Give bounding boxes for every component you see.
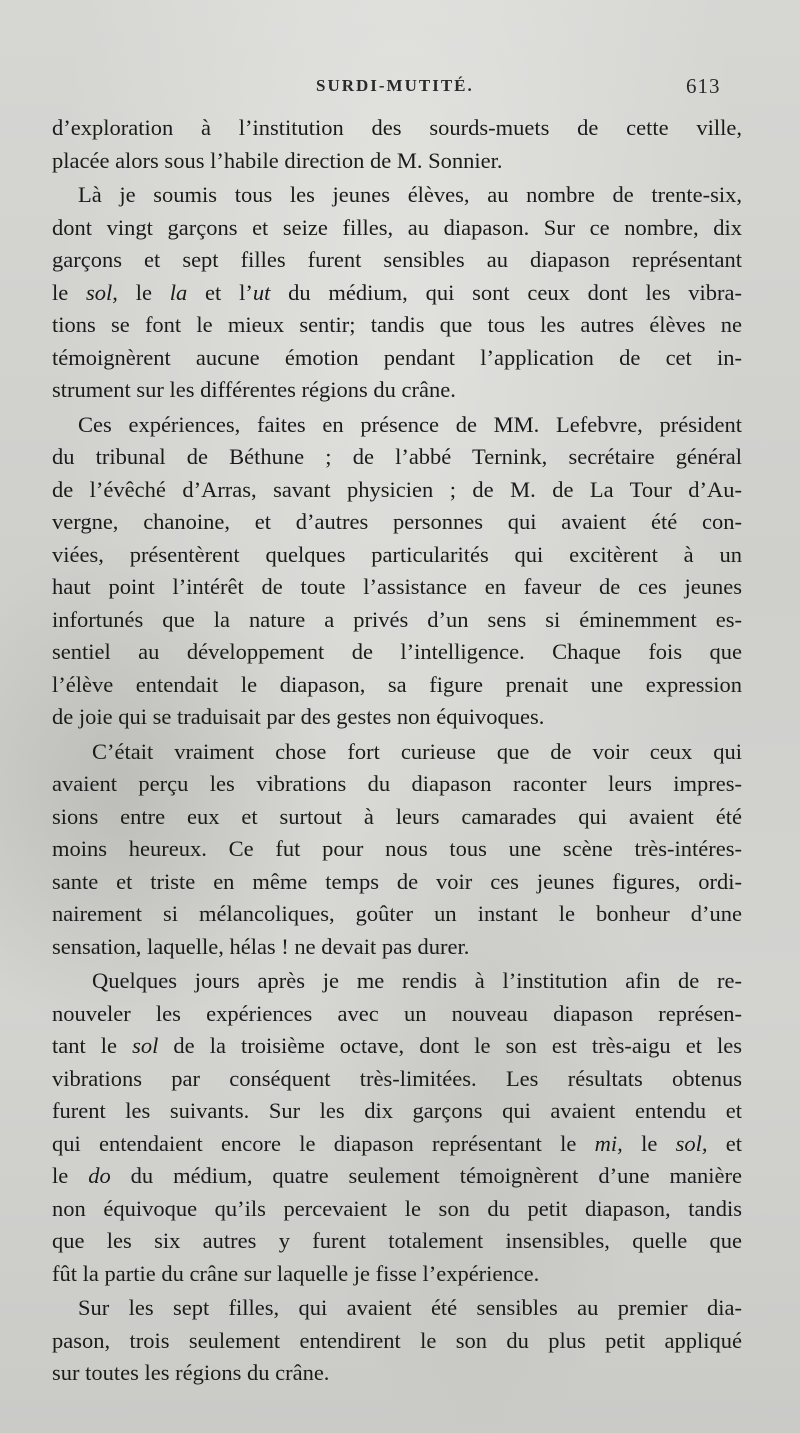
text-run: le xyxy=(622,1130,676,1156)
paragraph xyxy=(52,112,742,177)
text-run: qui entendaient encore le diapason représentant le xyxy=(52,1130,595,1156)
italic-text-run: la xyxy=(169,279,188,305)
text-line: fût la partie du crâne sur laquelle je fisse l’expérience. xyxy=(52,1260,540,1286)
text-line xyxy=(52,277,742,310)
text-run: le xyxy=(117,279,170,305)
text-line: du tribunal de Béthune ; de l’abbé Ternink, secrétaire général xyxy=(52,444,742,469)
text-line: placée alors sous l’habile direction de M. Sonnier. xyxy=(52,147,503,173)
text-line: vibrations par conséquent très-limitées. Les résultats obtenus xyxy=(52,1065,742,1091)
text-line: Quelques jours après je me rendis à l’institution afin de re- xyxy=(92,968,742,993)
text-line: C’était vraiment chose fort curieuse que de voir ceux qui xyxy=(92,738,742,764)
text-line: Sur les sept filles, qui avaient été sensibles au premier dia- xyxy=(78,1295,742,1320)
text-line: vergne, chanoine, et d’autres personnes qui avaient été con- xyxy=(52,509,742,534)
text-line: sur toutes les régions du crâne. xyxy=(52,1360,330,1385)
italic-text-run: ut xyxy=(252,279,271,305)
text-line: dont vingt garçons et seize filles, au diapason. Sur ce nombre, dix xyxy=(52,214,742,240)
text-line xyxy=(52,1160,742,1193)
text-line: Ces expériences, faites en présence de MM. Lefebvre, président xyxy=(78,411,742,437)
text-line: pason, trois seulement entendirent le son du plus petit appliqué xyxy=(52,1327,742,1353)
italic-text-run: sol xyxy=(132,1033,159,1058)
italic-text-run: sol, xyxy=(86,279,118,305)
text-line: sentiel au développement de l’intelligence. Chaque fois que xyxy=(52,639,742,664)
text-run: le xyxy=(52,279,87,305)
text-run: et l’ xyxy=(187,279,253,305)
running-head xyxy=(0,74,800,104)
text-run: du médium, qui sont ceux dont les vibra- xyxy=(270,279,742,305)
paragraph xyxy=(52,736,742,964)
text-line: avaient perçu les vibrations du diapason raconter leurs impres- xyxy=(52,771,742,796)
text-run: du médium, quatre seulement témoignèrent d’une manière xyxy=(110,1163,742,1188)
italic-text-run: sol, xyxy=(675,1130,708,1156)
text-line: nairement si mélancoliques, goûter un instant le bonheur d’une xyxy=(52,901,742,926)
text-line: Là je soumis tous les jeunes élèves, au nombre de trente-six, xyxy=(78,182,742,207)
text-line xyxy=(52,1128,742,1161)
text-line: que les six autres y furent totalement insensibles, quelle que xyxy=(52,1228,742,1253)
text-line: viées, présentèrent quelques particularités qui excitèrent à un xyxy=(52,541,742,567)
text-line: furent les suivants. Sur les dix garçons qui avaient entendu et xyxy=(52,1098,742,1123)
text-line: moins heureux. Ce fut pour nous tous une scène très-intéres- xyxy=(52,836,742,861)
text-line: l’élève entendait le diapason, sa figure prenait une expression xyxy=(52,671,742,697)
body-text xyxy=(52,112,742,1392)
paragraph xyxy=(52,965,742,1290)
italic-text-run: mi, xyxy=(594,1130,623,1156)
text-line xyxy=(52,1030,742,1063)
text-run: et xyxy=(707,1130,742,1156)
text-line: infortunés que la nature a privés d’un sens si éminemment es- xyxy=(52,606,742,632)
page-number: 613 xyxy=(686,74,721,98)
text-line: sions entre eux et surtout à leurs camarades qui avaient été xyxy=(52,803,742,829)
text-line: de joie qui se traduisait par des gestes non équivoques. xyxy=(52,704,545,729)
text-line: nouveler les expériences avec un nouveau diapason représen- xyxy=(52,1000,742,1026)
paragraph xyxy=(52,179,742,407)
text-line: strument sur les différentes régions du crâne. xyxy=(52,377,456,402)
text-run: tant le xyxy=(52,1033,133,1058)
paragraph xyxy=(52,1292,742,1390)
text-line: sensation, laquelle, hélas ! ne devait pas durer. xyxy=(52,933,470,959)
text-line: tions se font le mieux sentir; tandis que tous les autres élèves ne xyxy=(52,312,742,337)
italic-text-run: do xyxy=(88,1163,111,1188)
text-run: le xyxy=(52,1163,89,1188)
text-line: haut point l’intérêt de toute l’assistance en faveur de ces jeunes xyxy=(52,574,742,599)
text-line: de l’évêché d’Arras, savant physicien ; de M. de La Tour d’Au- xyxy=(52,476,742,502)
text-line: garçons et sept filles furent sensibles au diapason représentant xyxy=(52,247,742,272)
running-title: SURDI-MUTITÉ. xyxy=(316,76,474,95)
text-run: de la troisième octave, dont le son est très-aigu et les xyxy=(158,1033,742,1058)
text-line: non équivoque qu’ils percevaient le son du petit diapason, tandis xyxy=(52,1195,742,1221)
text-line: sante et triste en même temps de voir ces jeunes figures, ordi- xyxy=(52,868,742,894)
text-line: témoignèrent aucune émotion pendant l’application de cet in- xyxy=(52,344,742,370)
paragraph xyxy=(52,409,742,734)
text-line: d’exploration à l’institution des sourds-muets de cette ville, xyxy=(52,115,742,140)
